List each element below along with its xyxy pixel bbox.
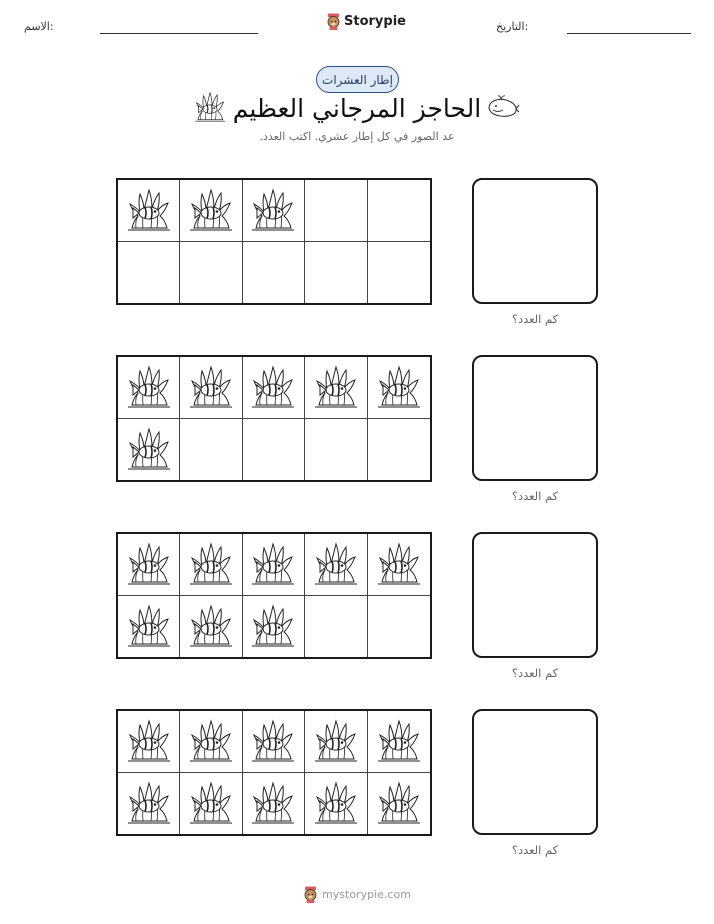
coral-fish-icon <box>311 363 361 411</box>
coral-fish-icon <box>248 540 298 588</box>
coral-fish-icon <box>248 186 298 234</box>
date-line[interactable] <box>567 33 691 34</box>
ten-frame-cell <box>243 773 305 835</box>
name-line[interactable] <box>100 33 258 34</box>
ten-frame-cell <box>305 711 367 773</box>
page-title: الحاجز المرجاني العظيم <box>232 94 482 123</box>
ten-frame-cell <box>368 180 430 242</box>
whale-icon <box>486 94 520 120</box>
ten-frame-cell <box>180 534 242 596</box>
coral-fish-icon <box>186 779 236 827</box>
coral-fish-icon <box>124 425 174 473</box>
ten-frame-cell <box>305 242 367 304</box>
coral-fish-icon <box>186 602 236 650</box>
ten-frame-cell <box>118 357 180 419</box>
ten-frame-cell <box>368 773 430 835</box>
ten-frame-cell <box>305 596 367 658</box>
ten-frame-cell <box>180 711 242 773</box>
ten-frame-1 <box>116 178 432 305</box>
ten-frame-cell <box>118 242 180 304</box>
ten-frame-cell <box>180 596 242 658</box>
answer-box-1[interactable] <box>472 178 598 304</box>
coral-fish-icon <box>124 186 174 234</box>
ten-frame-cell <box>368 711 430 773</box>
ten-frame-cell <box>305 534 367 596</box>
ten-frame-cell <box>180 773 242 835</box>
bear-mascot-icon <box>326 13 341 30</box>
brand-name: Storypie <box>344 14 406 29</box>
how-many-label-1: كم العدد؟ <box>511 312 559 326</box>
coral-fish-icon <box>248 602 298 650</box>
ten-frame-cell <box>305 180 367 242</box>
ten-frame-cell <box>118 419 180 481</box>
ten-frame-cell <box>305 773 367 835</box>
ten-frame-cell <box>305 357 367 419</box>
ten-frame-cell <box>118 180 180 242</box>
ten-frame-cell <box>118 534 180 596</box>
ten-frame-cell <box>368 596 430 658</box>
coral-fish-icon <box>124 363 174 411</box>
ten-frame-cell <box>243 180 305 242</box>
ten-frame-cell <box>180 419 242 481</box>
ten-frame-cell <box>118 773 180 835</box>
coral-fish-icon <box>248 717 298 765</box>
coral-fish-icon <box>124 602 174 650</box>
coral-fish-icon <box>186 540 236 588</box>
ten-frame-cell <box>243 357 305 419</box>
coral-fish-icon <box>248 779 298 827</box>
coral-fish-icon <box>186 717 236 765</box>
date-label: التاريخ: <box>496 20 529 33</box>
coral-fish-icon <box>124 717 174 765</box>
ten-frame-cell <box>243 596 305 658</box>
ten-frame-cell <box>243 419 305 481</box>
coral-fish-icon <box>374 779 424 827</box>
coral-fish-icon <box>248 363 298 411</box>
coral-fish-icon <box>311 779 361 827</box>
coral-fish-icon <box>186 363 236 411</box>
how-many-label-4: كم العدد؟ <box>511 843 559 857</box>
coral-fish-icon <box>374 540 424 588</box>
answer-box-2[interactable] <box>472 355 598 481</box>
how-many-label-2: كم العدد؟ <box>511 489 559 503</box>
ten-frame-cell <box>368 357 430 419</box>
ten-frame-cell <box>118 711 180 773</box>
ten-frame-cell <box>243 242 305 304</box>
ten-frame-4 <box>116 709 432 836</box>
how-many-label-3: كم العدد؟ <box>511 666 559 680</box>
ten-frame-cell <box>243 711 305 773</box>
ten-frame-2 <box>116 355 432 482</box>
ten-frame-cell <box>180 180 242 242</box>
coral-fish-icon <box>124 540 174 588</box>
coral-fish-icon <box>124 779 174 827</box>
coral-fish-icon <box>311 717 361 765</box>
ten-frame-cell <box>243 534 305 596</box>
ten-frame-tag: إطار العشرات <box>316 66 399 93</box>
instructions: عد الصور في كل إطار عشري. اكتب العدد. <box>259 130 455 143</box>
ten-frame-cell <box>180 242 242 304</box>
footer <box>0 886 714 903</box>
name-label: الاسم: <box>24 20 54 33</box>
answer-box-4[interactable] <box>472 709 598 835</box>
footer-site: mystorypie.com <box>322 888 411 901</box>
coral-fish-icon <box>186 186 236 234</box>
bear-mascot-icon <box>303 886 318 903</box>
ten-frame-cell <box>368 242 430 304</box>
storypie-logo <box>326 13 406 30</box>
answer-box-3[interactable] <box>472 532 598 658</box>
coral-fish-icon <box>374 717 424 765</box>
ten-frame-3 <box>116 532 432 659</box>
ten-frame-cell <box>118 596 180 658</box>
ten-frame-cell <box>368 534 430 596</box>
coral-fish-icon <box>311 540 361 588</box>
ten-frame-cell <box>180 357 242 419</box>
coral-fish-icon <box>374 363 424 411</box>
ten-frame-cell <box>305 419 367 481</box>
ten-frame-cell <box>368 419 430 481</box>
